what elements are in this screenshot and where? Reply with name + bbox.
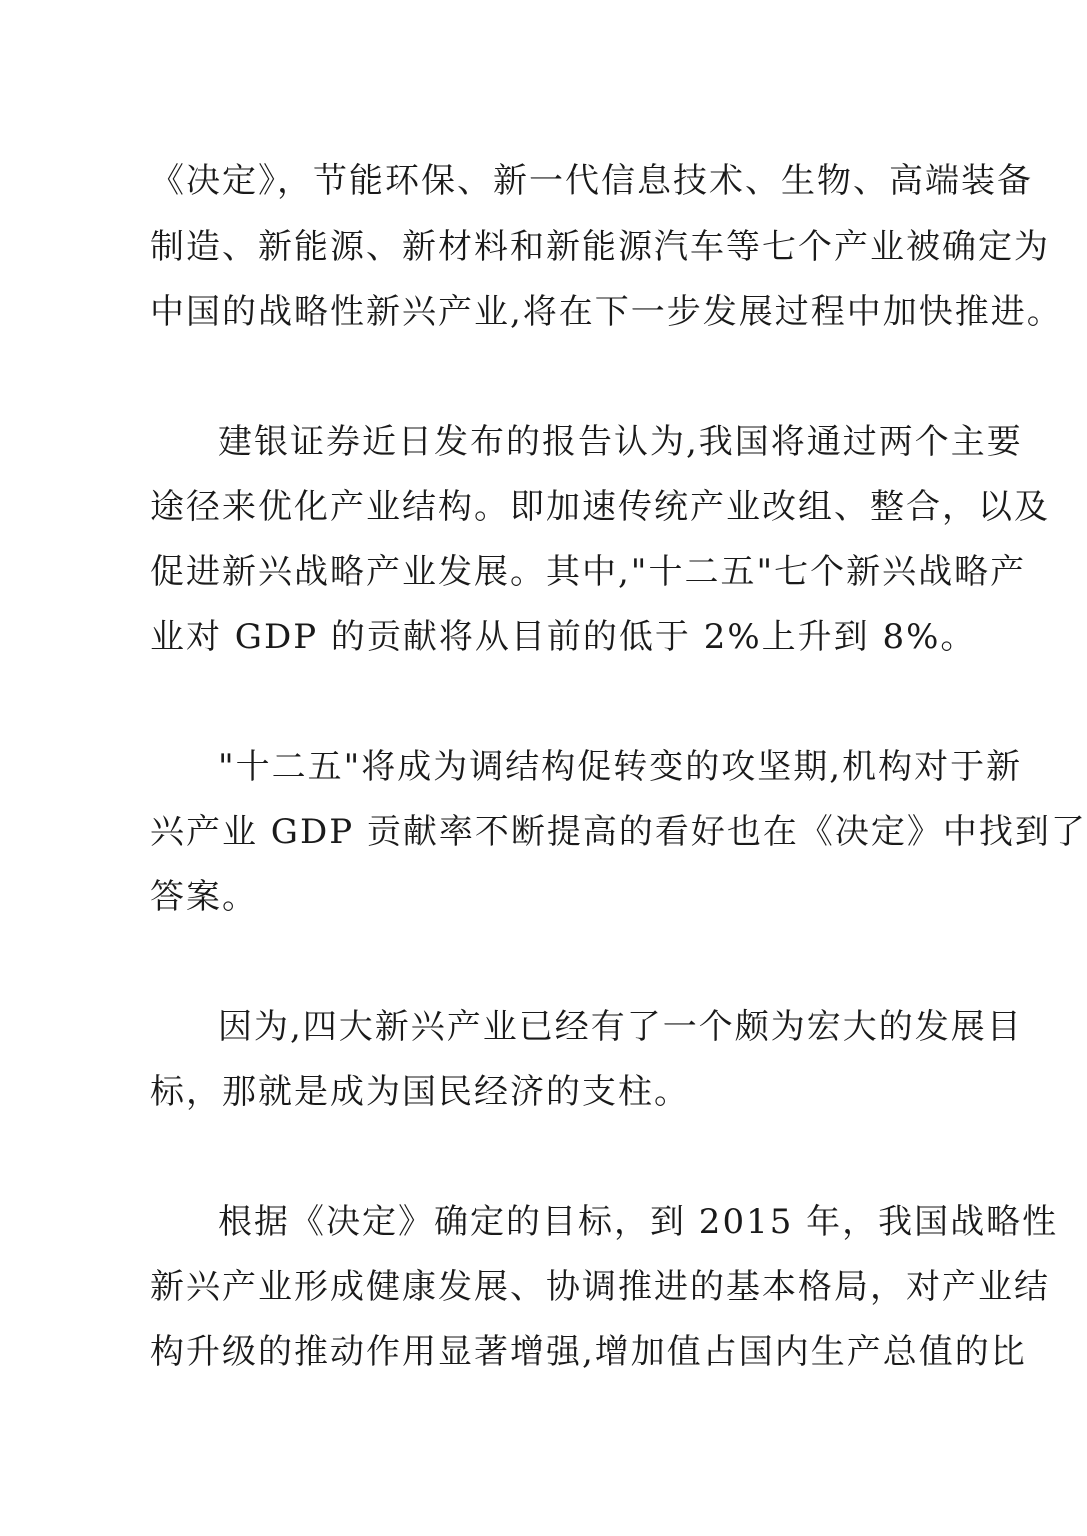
paragraph-4-line-2: 标，那就是成为国民经济的支柱。 [150, 1072, 690, 1112]
paragraph-3-line-1: "十二五"将成为调结构促转变的攻坚期,机构对于新 [218, 747, 1023, 787]
paragraph-3-line-3: 答案。 [150, 877, 258, 917]
paragraph-1-line-3: 中国的战略性新兴产业,将在下一步发展过程中加快推进。 [150, 292, 1063, 332]
paragraph-4-line-1: 因为,四大新兴产业已经有了一个颇为宏大的发展目 [218, 1007, 1023, 1047]
paragraph-2-line-2: 途径来优化产业结构。即加速传统产业改组、整合，以及 [150, 487, 1050, 527]
paragraph-5-line-2: 新兴产业形成健康发展、协调推进的基本格局，对产业结 [150, 1267, 1050, 1307]
paragraph-5-line-1: 根据《决定》确定的目标，到 2015 年，我国战略性 [218, 1202, 1059, 1242]
paragraph-1-line-2: 制造、新能源、新材料和新能源汽车等七个产业被确定为 [150, 227, 1050, 267]
paragraph-2-line-4: 业对 GDP 的贡献将从目前的低于 2%上升到 8%。 [150, 617, 977, 657]
paragraph-3-line-2: 兴产业 GDP 贡献率不断提高的看好也在《决定》中找到了 [150, 812, 1087, 852]
paragraph-2-line-1: 建银证券近日发布的报告认为,我国将通过两个主要 [218, 422, 1023, 462]
paragraph-1-line-1: 《决定》，节能环保、新一代信息技术、生物、高端装备 [150, 161, 1033, 201]
paragraph-5-line-3: 构升级的推动作用显著增强,增加值占国内生产总值的比 [150, 1332, 1027, 1372]
paragraph-2-line-3: 促进新兴战略产业发展。其中,"十二五"七个新兴战略产 [150, 552, 1027, 592]
